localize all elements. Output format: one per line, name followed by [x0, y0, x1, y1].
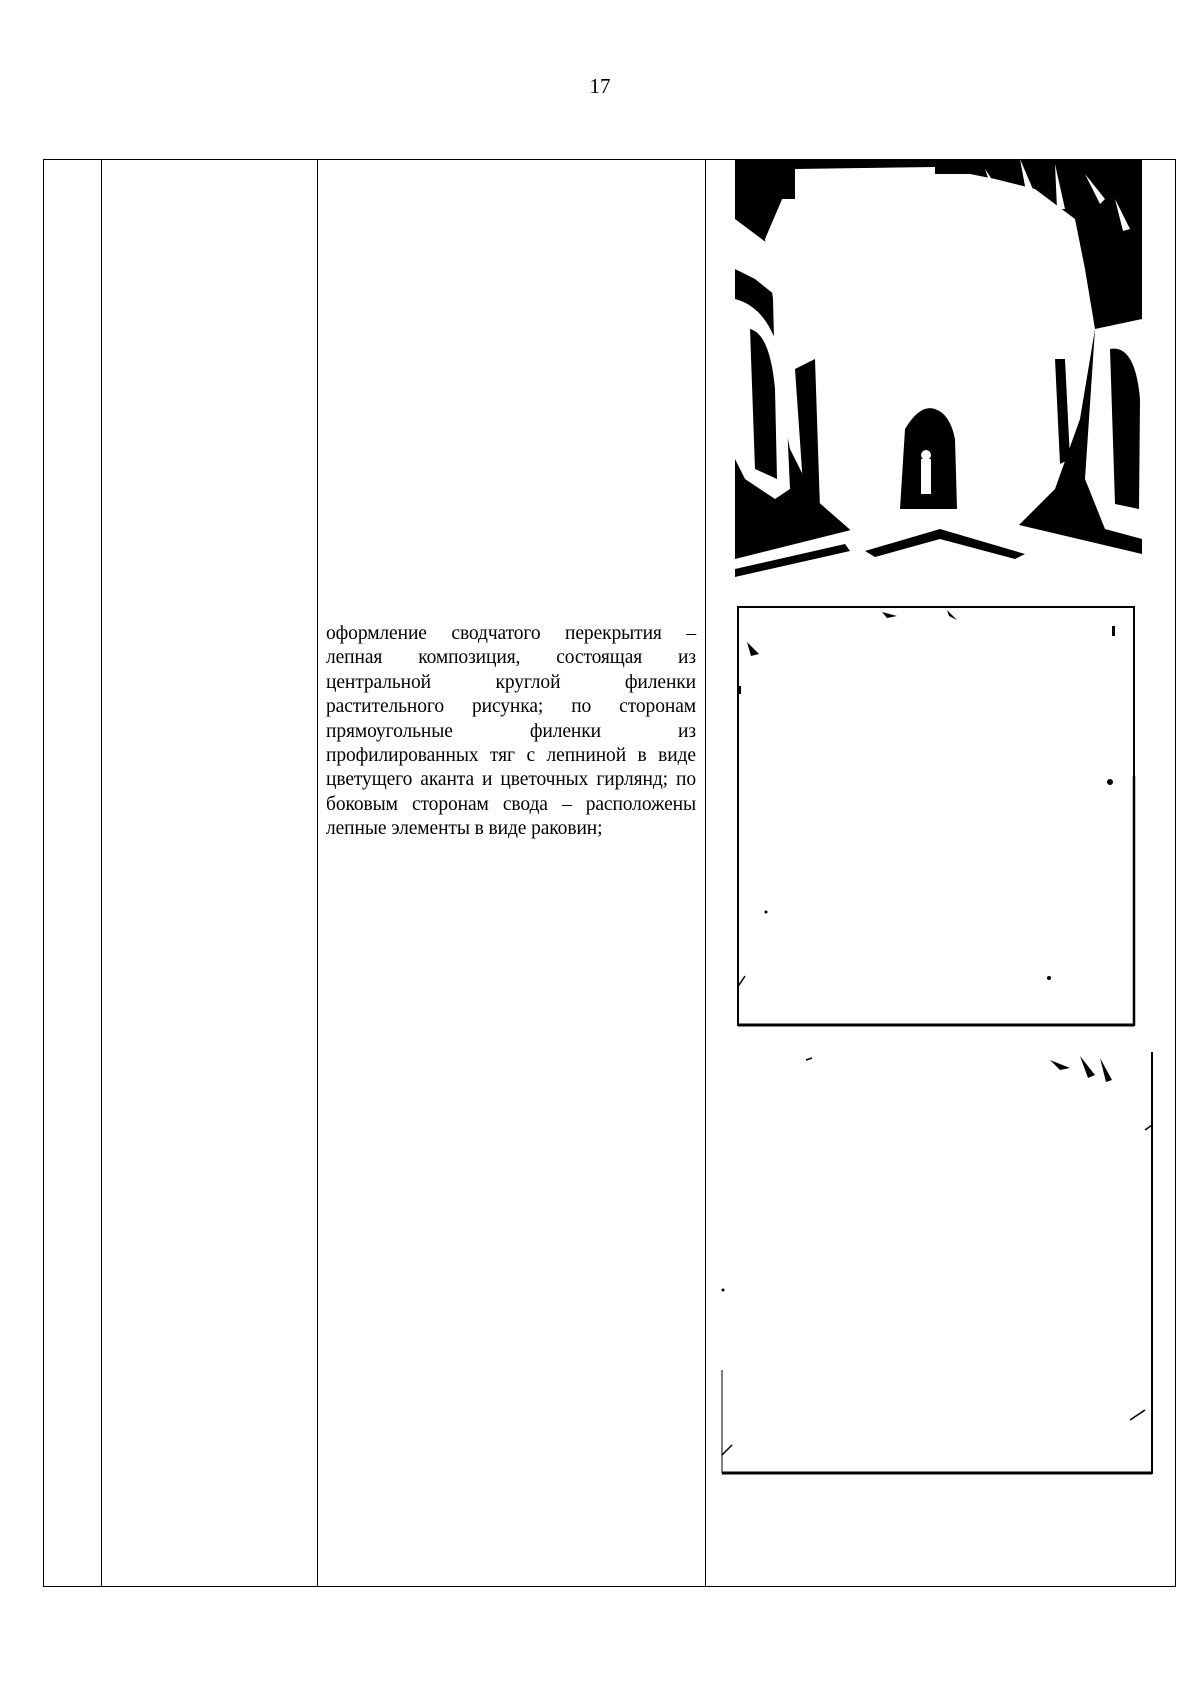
table-column-divider [705, 160, 706, 1586]
ceiling-detail-photo [720, 1050, 1155, 1480]
page-number: 17 [589, 74, 611, 98]
table-cell-element [102, 160, 317, 1586]
interior-vault-photo [735, 159, 1142, 585]
element-description-text: оформление сводчатого перекрытия – лепная композиция, состоящая из центральной круглой филенки растительного рисунка; по сторонам прямоугольные филенки из профилированных тяг с лепниной в виде цветущего аканта и цветочных гирлянд; по боковым сторонам свода – расположены лепные элементы в виде раковин; [326, 623, 696, 840]
table-cell-number [44, 160, 101, 1586]
ceiling-panel-photo [737, 606, 1137, 1030]
table-column-divider [317, 160, 318, 1586]
